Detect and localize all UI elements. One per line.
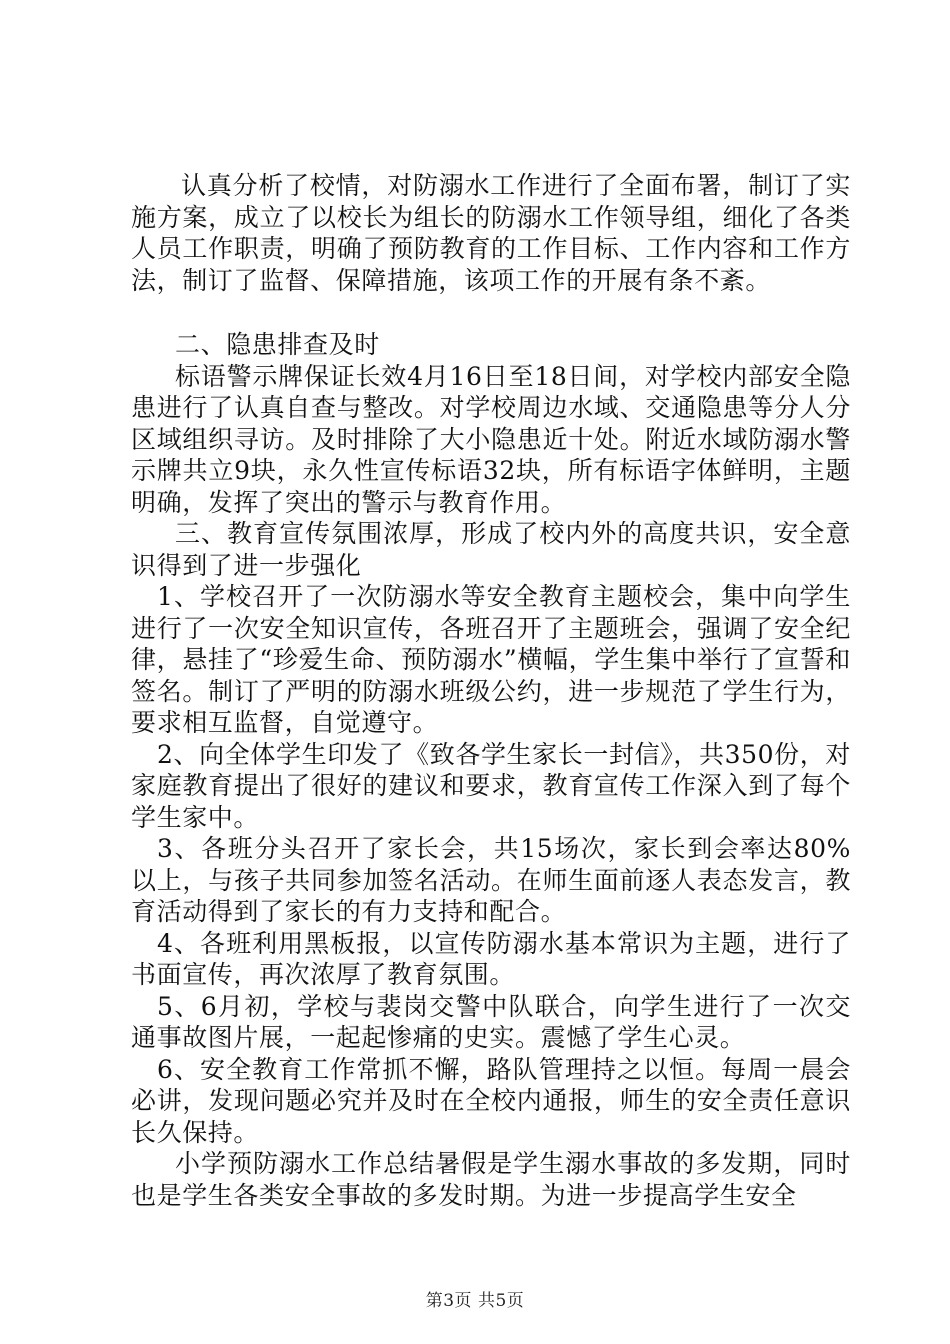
list-item-4: 4、各班利用黑板报，以宣传防溺水基本常识为主题，进行了书面宣传，再次浓厚了教育氛围。 — [131, 928, 851, 989]
section-heading-2: 二、隐患排查及时 — [175, 330, 380, 359]
page-footer: 第3页 共5页 — [425, 1291, 525, 1311]
list-item-2: 2、向全体学生印发了《致各学生家长一封信》，共350份，对家庭教育提出了很好的建议和要求，教育宣传工作深入到了每个学生家中。 — [131, 739, 851, 832]
list-item-3: 3、各班分头召开了家长会，共15场次，家长到会率达80%以上，与孩子共同参加签名活动。在师生面前逐人表态发言，教育活动得到了家长的有力支持和配合。 — [131, 834, 851, 926]
document-body — [131, 170, 851, 1211]
list-item-1: 1、学校召开了一次防溺水等安全教育主题校会，集中向学生进行了一次安全知识宣传，各班召开了主题班会，强调了安全纪律，悬挂了“珍爱生命、预防溺水”横幅，学生集中举行了宣誓和签名。制订了严明的防溺水班级公约，进一步规范了学生行为，要求相互监督，自觉遵守。 — [131, 582, 851, 737]
paragraph-summary: 小学预防溺水工作总结暑假是学生溺水事故的多发期，同时也是学生各类安全事故的多发时期。为进一步提高学生安全 — [131, 1149, 851, 1210]
paragraph-gap — [131, 296, 851, 329]
list-item-5: 5、6月初，学校与裴岗交警中队联合，向学生进行了一次交通事故图片展，一起起惨痛的史实。震憾了学生心灵。 — [131, 991, 851, 1052]
paragraph-hazard-check: 标语警示牌保证长效4月16日至18日间，对学校内部安全隐患进行了认真自查与整改。对学校周边水域、交通隐患等分人分区域组织寻访。及时排除了大小隐患近十处。附近水域防溺水警示牌共立9块，永久性宣传标语32块，所有标语字体鲜明，主题明确，发挥了突出的警示与教育作用。 — [131, 361, 851, 517]
list-item-6: 6、安全教育工作常抓不懈，路队管理持之以恒。每周一晨会必讲，发现问题必究并及时在全校内通报，师生的安全责任意识长久保持。 — [131, 1054, 851, 1147]
section-heading-3: 三、教育宣传氛围浓厚，形成了校内外的高度共识，安全意识得到了进一步强化 — [131, 519, 851, 580]
paragraph-intro: 认真分析了校情，对防溺水工作进行了全面布署，制订了实施方案，成立了以校长为组长的防溺水工作领导组，细化了各类人员工作职责，明确了预防教育的工作目标、工作内容和工作方法，制订了监督、保障措施，该项工作的开展有条不紊。 — [131, 171, 851, 295]
